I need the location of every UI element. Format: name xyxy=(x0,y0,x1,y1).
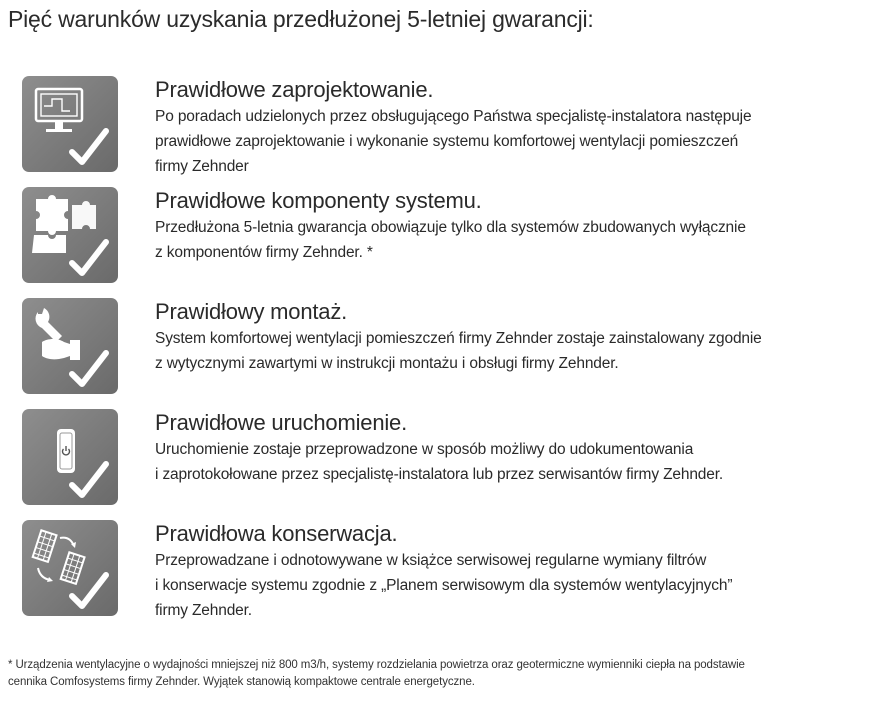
power-switch-icon xyxy=(22,409,118,505)
condition-commissioning xyxy=(22,409,872,505)
condition-maintenance xyxy=(22,520,872,619)
condition-tile xyxy=(22,76,118,172)
condition-tile xyxy=(22,298,118,394)
wrench-hand-icon xyxy=(22,298,118,394)
condition-description: System komfortowej wentylacji pomieszczeń firmy Zehnder zostaje zainstalowany zgodnie z wytycznymi zawartymi w instrukcji montażu i obsługi firmy Zehnder. xyxy=(155,330,762,372)
puzzle-icon xyxy=(22,187,118,283)
condition-tile xyxy=(22,187,118,283)
condition-title: Prawidłowa konserwacja. xyxy=(155,521,398,546)
condition-tile xyxy=(22,409,118,505)
footnote: * Urządzenia wentylacyjne o wydajności mniejszej niż 800 m3/h, systemy rozdzielania powietrza oraz geotermiczne wymienniki ciepła na podstawie cennika Comfosystems firmy Zehnder. Wyjątek stanowią kompaktowe centrale energetyczne. xyxy=(8,659,745,688)
condition-description: Uruchomienie zostaje przeprowadzone w sposób możliwy do udokumentowania i zaprotokołowane przez specjalistę-instalatora lub przez serwisantów firmy Zehnder. xyxy=(155,441,724,483)
condition-description: Po poradach udzielonych przez obsługującego Państwa specjalistę-instalatora następuje prawidłowe zaprojektowanie i wykonanie systemu komfortowej wentylacji pomieszczeń firmy Zehnder xyxy=(155,108,752,175)
condition-tile xyxy=(22,520,118,616)
condition-title: Prawidłowe uruchomienie. xyxy=(155,410,407,435)
condition-components xyxy=(22,187,872,283)
page-title: Pięć warunków uzyskania przedłużonej 5-letniej gwarancji: xyxy=(8,6,594,32)
condition-design xyxy=(22,76,872,175)
condition-installation xyxy=(22,298,872,394)
condition-title: Prawidłowe komponenty systemu. xyxy=(155,188,482,213)
filter-exchange-icon xyxy=(22,520,118,616)
condition-description: Przeprowadzane i odnotowywane w książce serwisowej regularne wymiany filtrów i konserwacje systemu zgodnie z „Planem serwisowym dla systemów wentylacyjnych” firmy Zehnder. xyxy=(155,552,733,619)
condition-title: Prawidłowe zaprojektowanie. xyxy=(155,77,434,102)
computer-design-icon xyxy=(22,76,118,172)
condition-title: Prawidłowy montaż. xyxy=(155,299,348,324)
condition-description: Przedłużona 5-letnia gwarancja obowiązuje tylko dla systemów zbudowanych wyłącznie z komponentów firmy Zehnder. * xyxy=(155,219,746,261)
